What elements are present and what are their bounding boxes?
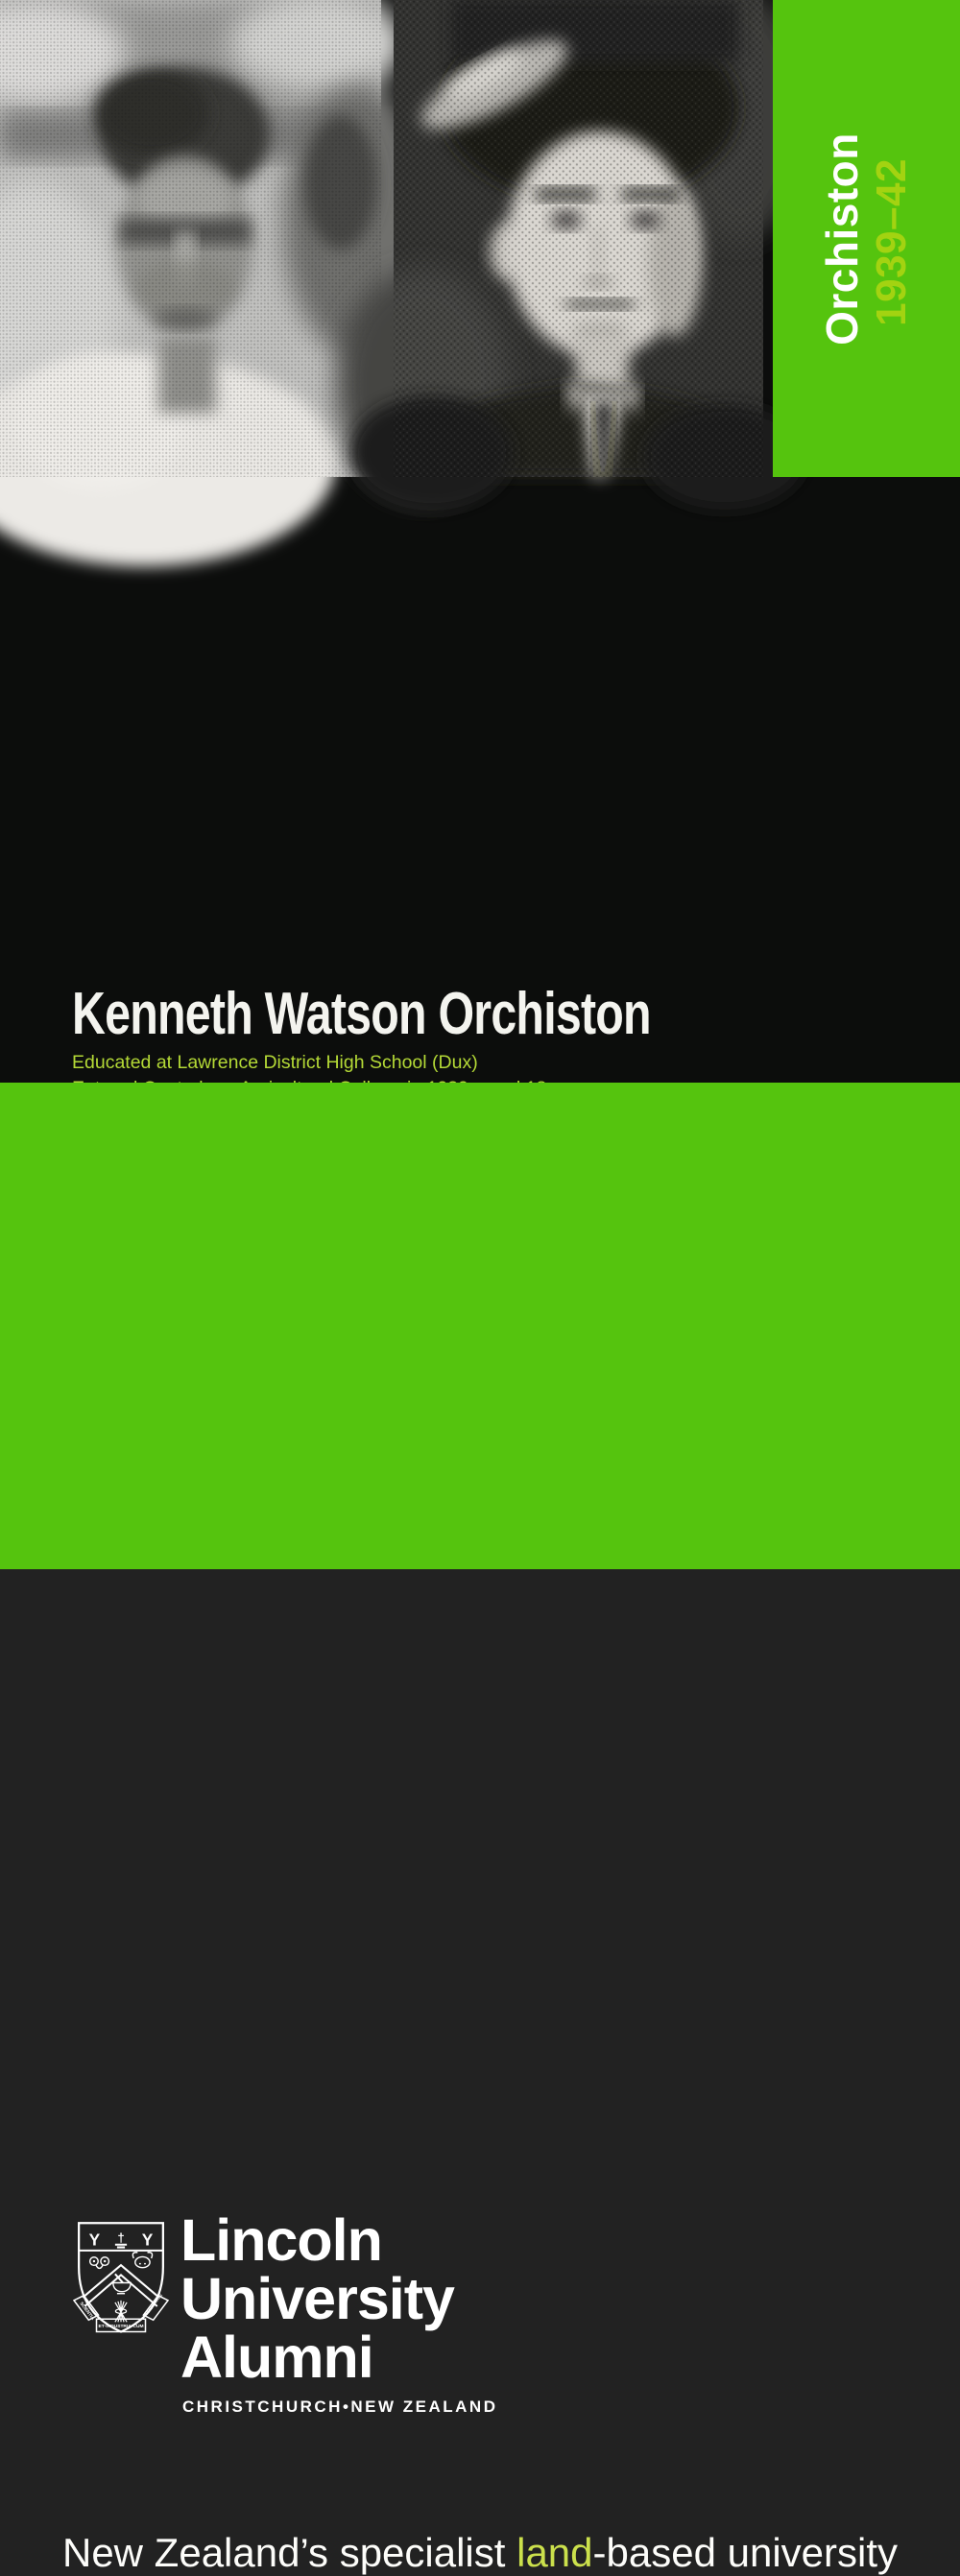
rugby-portrait-photo [0,0,381,477]
university-location: CHRISTCHURCH•NEW ZEALAND [182,2397,498,2416]
motto-bottom: ET·INDUSTRIA·CUM [98,2324,144,2329]
surname-year-band [773,0,960,477]
university-crest [72,2218,170,2352]
rotated-band-text [817,132,917,346]
tagline-post: -based university [592,2530,898,2575]
crest-charge-center: † [117,2230,125,2246]
university-wordmark [180,2207,454,2390]
halftone-photo-right [394,0,763,477]
shield-crest-icon [72,2218,170,2348]
footer [0,1083,960,2575]
fact-line: Educated at Lawrence District High School (Dux) [72,1052,478,1073]
band-surname: Orchiston [816,131,867,346]
tagline [0,2530,960,2576]
crest-ram-head [90,2257,109,2269]
crest-bull-head [132,2253,152,2268]
wordmark-line2: University [180,2266,454,2331]
suit-portrait-photo [394,0,763,477]
biography-section [0,477,960,1083]
wordmark-line1: Lincoln [180,2207,382,2273]
tagline-pre: New Zealand’s specialist [61,2530,517,2575]
page-title: Kenneth Watson Orchiston [72,981,651,1047]
motto-right: PROBITATE [144,2292,164,2316]
band-years: 1939–42 [867,157,915,326]
wordmark-line3: Alumni [180,2325,373,2390]
halftone-photo-left [0,0,381,477]
tagline-highlight: land [516,2530,593,2575]
motto-left: SCIENTIA [79,2301,96,2322]
crest-charge-right: Y [141,2230,154,2250]
crest-altar-base [115,2245,127,2248]
crest-charge-left: Y [88,2230,101,2250]
photo-strip [0,0,960,477]
